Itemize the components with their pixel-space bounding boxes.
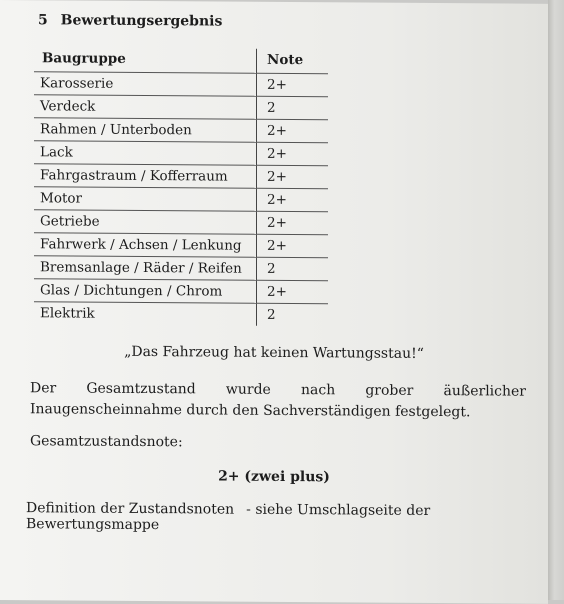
quote-text: „Das Fahrzeug hat keinen Wartungsstau!“ [124, 343, 424, 362]
baugruppe-cell: Fahrgastraum / Kofferraum [34, 164, 257, 189]
note-cell: 2+ [257, 119, 329, 142]
table-row [34, 164, 328, 189]
rating-table [34, 47, 328, 326]
table-body [34, 72, 328, 327]
table-row [34, 72, 328, 97]
note-cell: 2+ [257, 142, 329, 165]
table-row [34, 279, 328, 304]
column-header-baugruppe: Baugruppe [42, 50, 126, 67]
baugruppe-cell: Getriebe [34, 210, 257, 235]
table-row [34, 95, 328, 120]
note-cell: 2+ [257, 73, 329, 96]
note-cell: 2+ [257, 165, 329, 188]
baugruppe-cell: Karosserie [34, 72, 257, 97]
baugruppe-cell: Fahrwerk / Achsen / Lenkung [34, 233, 257, 258]
overall-grade-label: Gesamtzustandsnote: [30, 433, 183, 451]
note-cell: 2 [257, 303, 329, 326]
overall-grade-value: 2+ (zwei plus) [218, 468, 330, 486]
note-cell: 2+ [257, 188, 329, 211]
assessment-paragraph: Der Gesamtzustand wurde nach grober äußerlicher Inaugenscheinnahme durch den Sachverständigen festgelegt. [30, 380, 526, 421]
table-row [34, 187, 328, 212]
baugruppe-cell: Glas / Dichtungen / Chrom [34, 279, 257, 304]
baugruppe-cell: Motor [34, 187, 257, 212]
definition-reference: - siehe Umschlagseite der Bewertungsmappe [26, 501, 431, 534]
table-row [34, 233, 328, 258]
column-header-note: Note [257, 49, 329, 74]
note-cell: 2 [257, 96, 329, 119]
baugruppe-cell: Verdeck [34, 95, 257, 120]
note-cell: 2 [257, 257, 329, 280]
baugruppe-cell: Lack [34, 141, 257, 166]
table-row [34, 256, 328, 281]
note-cell: 2+ [257, 234, 329, 257]
table-row [34, 118, 328, 143]
table-header-row [34, 47, 328, 74]
section-number: 5 [38, 12, 48, 29]
definition-label: Definition der Zustandsnoten [26, 500, 235, 518]
table-row [34, 141, 328, 166]
baugruppe-cell: Bremsanlage / Räder / Reifen [34, 256, 257, 281]
grade-definition-note [26, 500, 548, 536]
section-title: Bewertungsergebnis [60, 12, 223, 30]
table-row [34, 302, 328, 327]
baugruppe-cell: Elektrik [34, 302, 257, 326]
note-cell: 2+ [257, 211, 329, 234]
baugruppe-cell: Rahmen / Unterboden [34, 118, 257, 143]
table-row [34, 210, 328, 235]
page-edge [548, 0, 564, 600]
note-cell: 2+ [257, 280, 329, 303]
section-heading [38, 12, 222, 29]
